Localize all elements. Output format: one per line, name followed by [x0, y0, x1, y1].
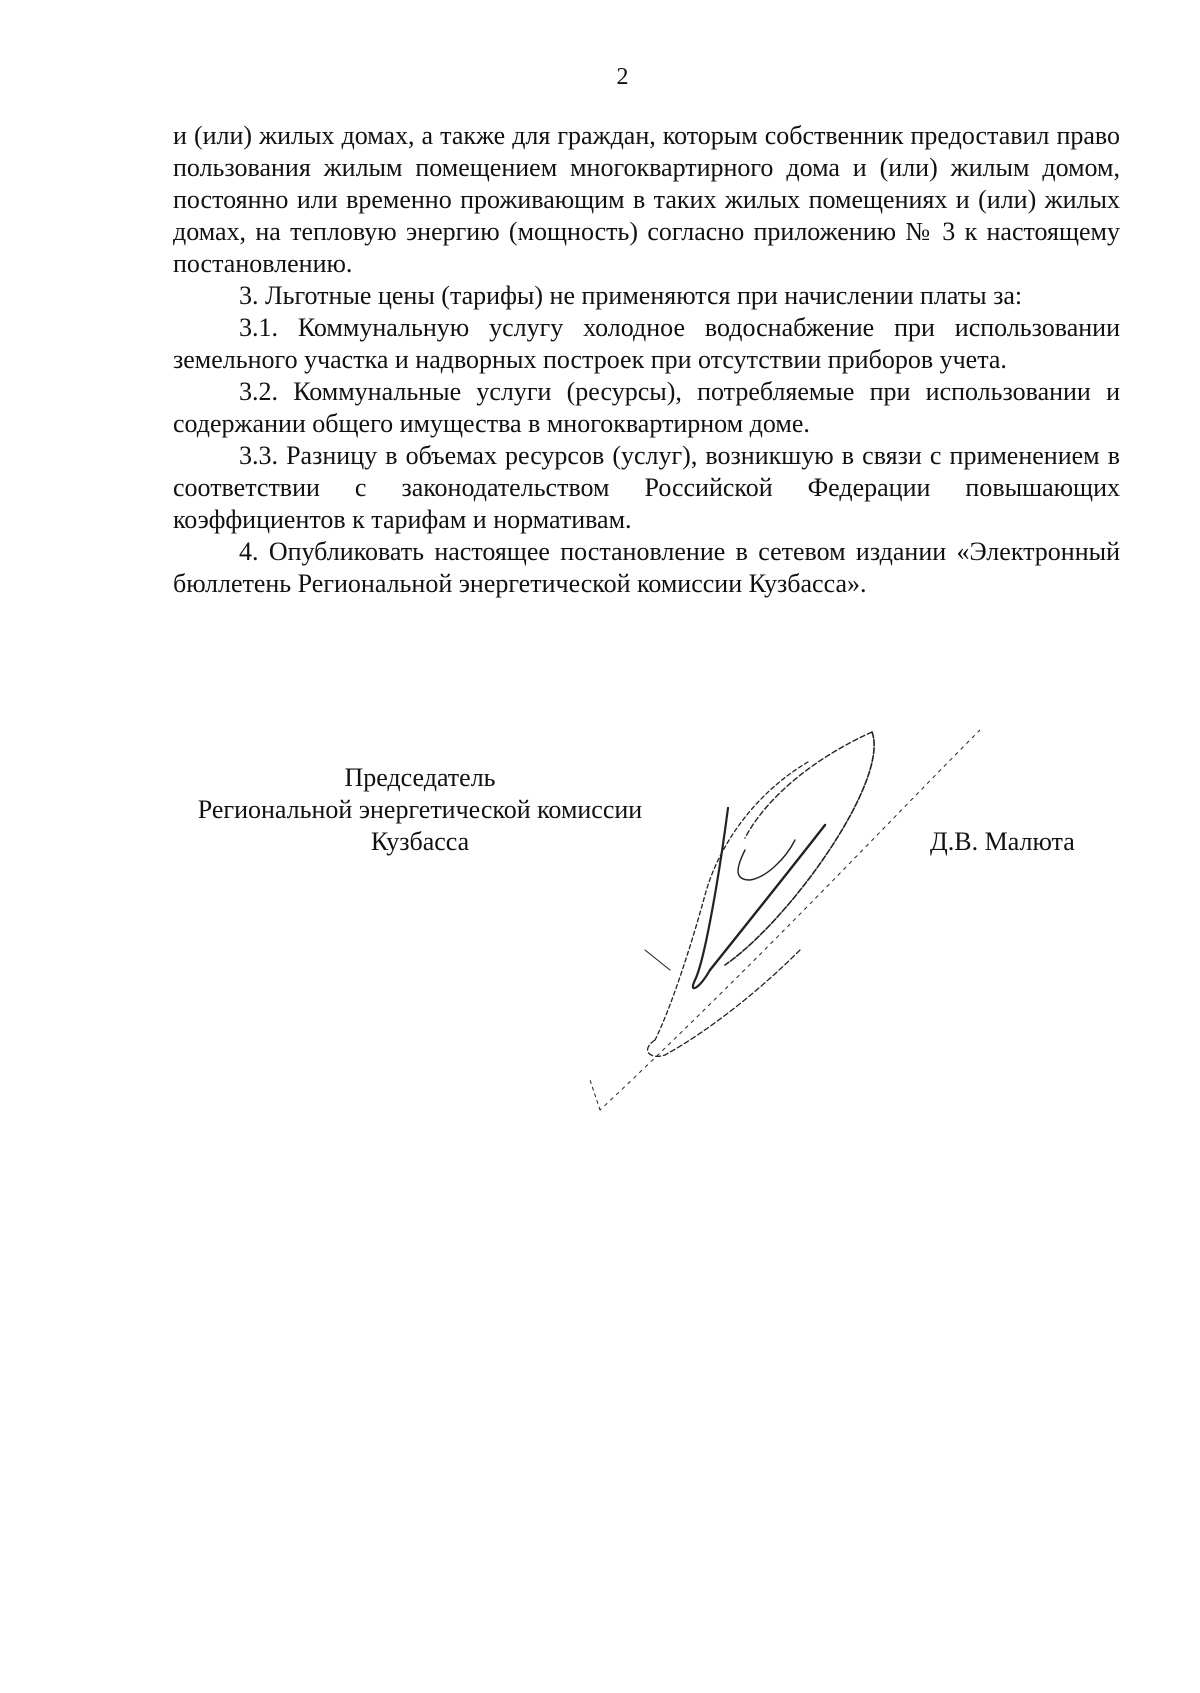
paragraph-item-3-1: 3.1. Коммунальную услугу холодное водоснабжение при использовании земельного участка и надворных построек при отсутствии приборов учета.: [173, 313, 1120, 374]
signatory-title-line-2: Региональной энергетической комиссии: [197, 795, 643, 824]
paragraph-item-3-3: 3.3. Разницу в объемах ресурсов (услуг), возникшую в связи с применением в соответствии с законодательством Российской Федерации повышающих коэффициентов к тарифам и нормативам.: [173, 441, 1120, 534]
paragraph-item-4: 4. Опубликовать настоящее постановление в сетевом издании «Электронный бюллетень Региональной энергетической комиссии Кузбасса».: [173, 537, 1120, 598]
signatory-title-line-3: Кузбасса: [370, 827, 470, 856]
page-number: 2: [616, 64, 629, 90]
handwritten-signature: [560, 720, 980, 1120]
paragraph-continuation: и (или) жилых домах, а также для граждан, которым собственник предоставил право пользования жилым помещением многоквартирного дома и (или) жилым домом, постоянно или временно проживающим в таких жилых помещениях и (или) жилых домах, на тепловую энергию (мощность) согласно приложению № 3 к настоящему постановлению.: [173, 121, 1120, 278]
document-body: [173, 120, 1120, 600]
paragraph-item-3: 3. Льготные цены (тарифы) не применяются при начислении платы за:: [239, 281, 1023, 310]
paragraph-item-3-2: 3.2. Коммунальные услуги (ресурсы), потребляемые при использовании и содержании общего имущества в многоквартирном доме.: [173, 377, 1120, 438]
signatory-title-line-1: Председатель: [344, 763, 496, 792]
signatory-name: Д.В. Малюта: [930, 827, 1075, 856]
